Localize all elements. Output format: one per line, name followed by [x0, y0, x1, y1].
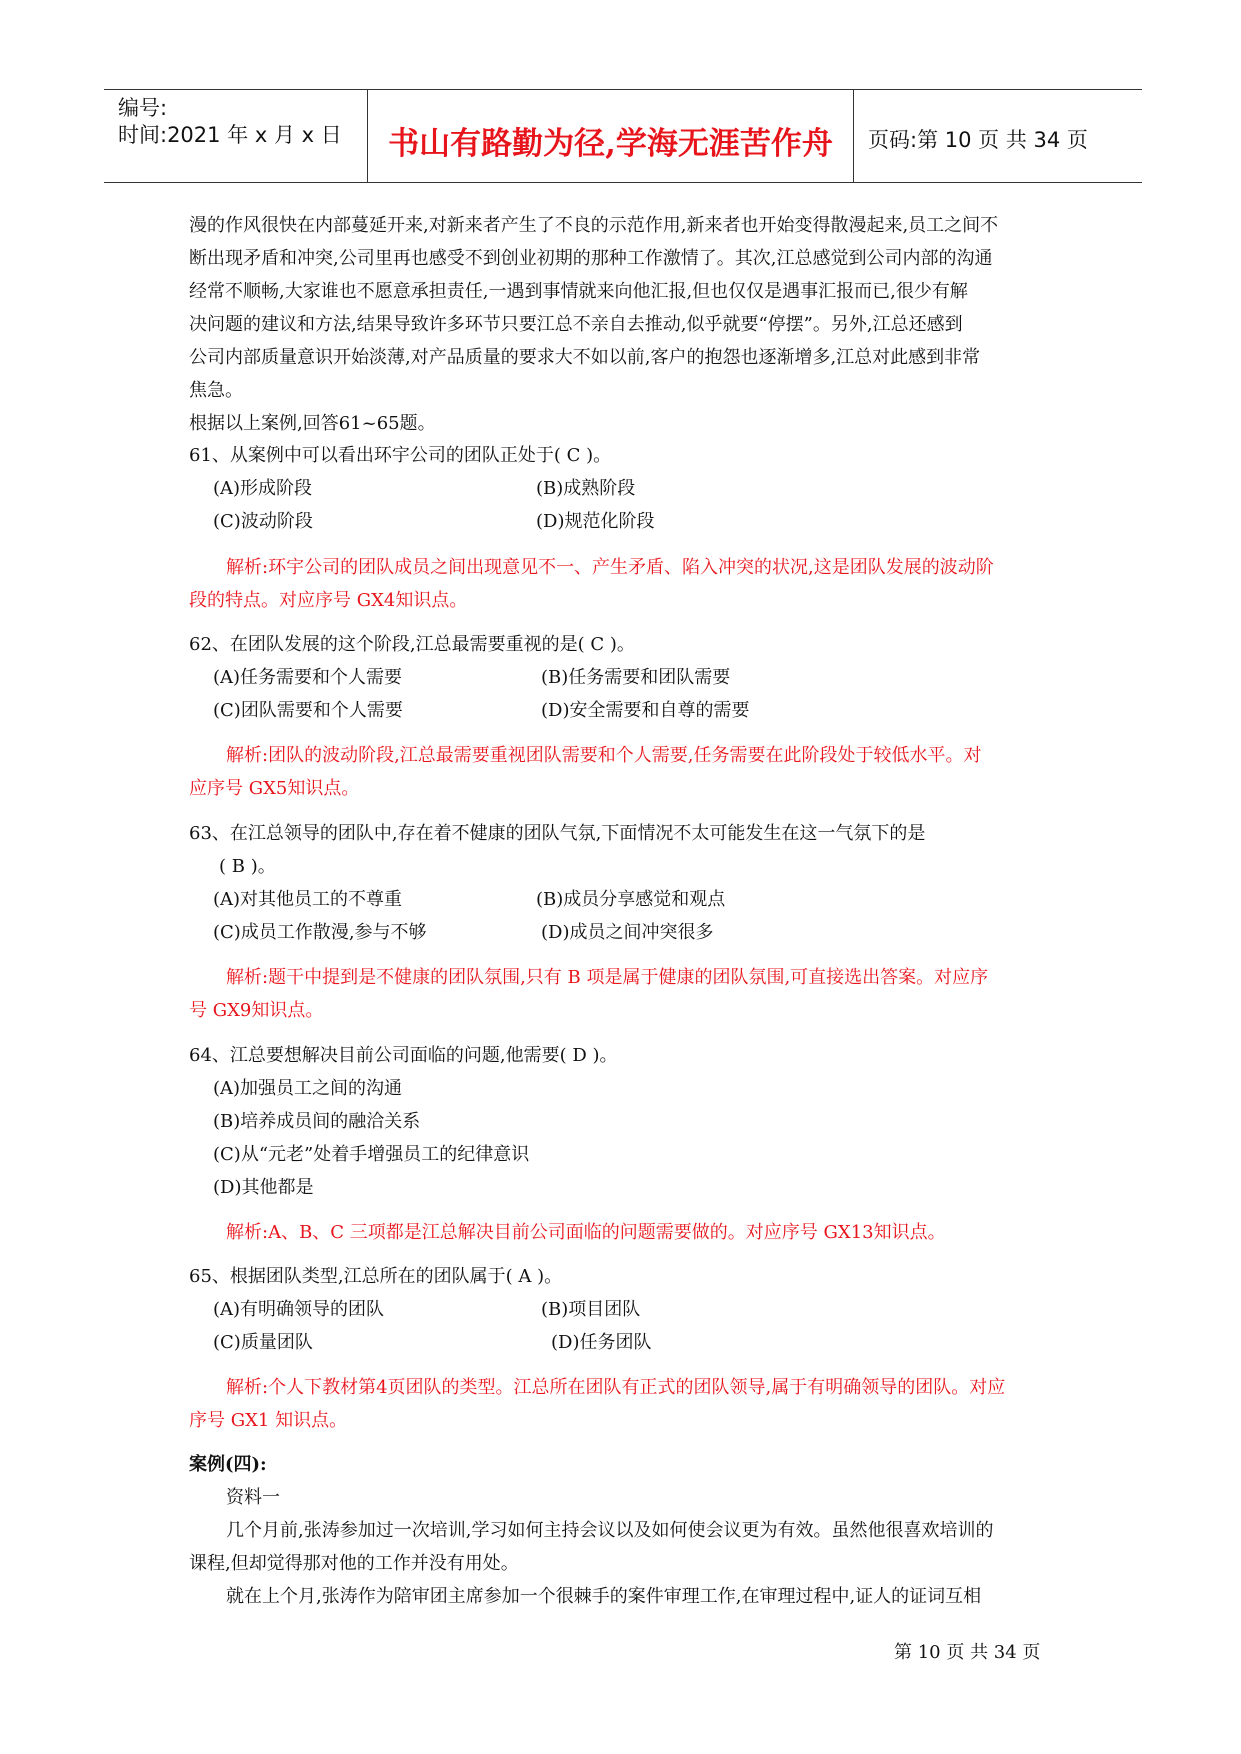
question-62-analysis: 应序号 GX5知识点。	[189, 778, 360, 799]
question-65-analysis: 序号 GX1 知识点。	[189, 1410, 348, 1431]
question-62-analysis: 解析:团队的波动阶段,江总最需要重视团队需要和个人需要,任务需要在此阶段处于较低水平。对	[226, 745, 982, 766]
paragraph-line: 决问题的建议和方法,结果导致许多环节只要江总不亲自去推动,似乎就要“停摆”。另外,江总还感到	[189, 314, 963, 335]
question-64-option-d: (D)其他都是	[213, 1177, 314, 1198]
question-64-option-a: (A)加强员工之间的沟通	[213, 1078, 403, 1099]
question-62-option-b: (B)任务需要和团队需要	[541, 667, 731, 688]
header-motto-cell	[368, 90, 854, 182]
case-4-subtitle: 资料一	[226, 1487, 280, 1508]
question-61-stem: 61、从案例中可以看出环宇公司的团队正处于( C )。	[189, 445, 612, 466]
question-63-stem: ( B )。	[219, 856, 276, 877]
question-63-analysis: 号 GX9知识点。	[189, 1000, 324, 1021]
question-61-option-b: (B)成熟阶段	[536, 478, 636, 499]
question-61-option-c: (C)波动阶段	[213, 511, 313, 532]
question-65-analysis: 解析:个人下教材第4页团队的类型。江总所在团队有正式的团队领导,属于有明确领导的团队。对应	[226, 1377, 1006, 1398]
question-64-analysis: 解析:A、B、C 三项都是江总解决目前公司面临的问题需要做的。对应序号 GX13知识点。	[226, 1222, 946, 1243]
question-63-analysis: 解析:题干中提到是不健康的团队氛围,只有 B 项是属于健康的团队氛围,可直接选出答案。对应序	[226, 967, 989, 988]
question-63-option-d: (D)成员之间冲突很多	[541, 922, 714, 943]
question-62-option-d: (D)安全需要和自尊的需要	[541, 700, 750, 721]
doc-number-label: 编号:	[118, 96, 168, 120]
paragraph-line: 漫的作风很快在内部蔓延开来,对新来者产生了不良的示范作用,新来者也开始变得散漫起来,员工之间不	[189, 215, 999, 236]
paragraph-line: 公司内部质量意识开始淡薄,对产品质量的要求大不如以前,客户的抱怨也逐渐增多,江总对此感到非常	[189, 347, 981, 368]
question-61-option-a: (A)形成阶段	[213, 478, 313, 499]
question-62-option-a: (A)任务需要和个人需要	[213, 667, 403, 688]
question-64-option-c: (C)从“元老”处着手增强员工的纪律意识	[213, 1144, 530, 1165]
question-65-option-c: (C)质量团队	[213, 1332, 313, 1353]
case-4-title: 案例(四):	[189, 1454, 267, 1475]
question-62-stem: 62、在团队发展的这个阶段,江总最需要重视的是( C )。	[189, 634, 635, 655]
case-4-paragraph-line: 就在上个月,张涛作为陪审团主席参加一个很棘手的案件审理工作,在审理过程中,证人的证词互相	[226, 1586, 982, 1607]
paragraph-line: 焦急。	[189, 380, 243, 401]
question-63-option-b: (B)成员分享感觉和观点	[536, 889, 726, 910]
question-61-analysis: 解析:环宇公司的团队成员之间出现意见不一、产生矛盾、陷入冲突的状况,这是团队发展的波动阶	[226, 557, 994, 578]
paragraph-line: 根据以上案例,回答61~65题。	[189, 413, 436, 434]
question-65-stem: 65、根据团队类型,江总所在的团队属于( A )。	[189, 1266, 563, 1287]
header-page-info: 页码:第 10 页 共 34 页	[868, 128, 1088, 152]
motto-text: 书山有路勤为径,学海无涯苦作舟	[388, 126, 833, 162]
question-63-option-c: (C)成员工作散漫,参与不够	[213, 922, 427, 943]
paragraph-line: 经常不顺畅,大家谁也不愿意承担责任,一遇到事情就来向他汇报,但也仅仅是遇事汇报而已,很少有解	[189, 281, 968, 302]
question-65-option-b: (B)项目团队	[541, 1299, 641, 1320]
question-62-option-c: (C)团队需要和个人需要	[213, 700, 403, 721]
page-footer: 第 10 页 共 34 页	[894, 1642, 1041, 1663]
header-page-cell	[854, 90, 1142, 182]
doc-time-label: 时间:2021 年 x 月 x 日	[118, 123, 342, 147]
question-65-option-d: (D)任务团队	[551, 1332, 652, 1353]
document-header	[104, 89, 1142, 183]
header-meta-cell	[104, 90, 368, 182]
case-4-paragraph-line: 几个月前,张涛参加过一次培训,学习如何主持会议以及如何使会议更为有效。虽然他很喜欢培训的	[226, 1520, 994, 1541]
question-63-stem: 63、在江总领导的团队中,存在着不健康的团队气氛,下面情况不太可能发生在这一气氛下的是	[189, 823, 926, 844]
paragraph-line: 断出现矛盾和冲突,公司里再也感受不到创业初期的那种工作激情了。其次,江总感觉到公司内部的沟通	[189, 248, 993, 269]
question-64-option-b: (B)培养成员间的融洽关系	[213, 1111, 421, 1132]
question-61-option-d: (D)规范化阶段	[536, 511, 655, 532]
question-64-stem: 64、江总要想解决目前公司面临的问题,他需要( D )。	[189, 1045, 618, 1066]
question-63-option-a: (A)对其他员工的不尊重	[213, 889, 403, 910]
question-61-analysis: 段的特点。对应序号 GX4知识点。	[189, 590, 468, 611]
case-4-paragraph-line: 课程,但却觉得那对他的工作并没有用处。	[189, 1553, 519, 1574]
question-65-option-a: (A)有明确领导的团队	[213, 1299, 385, 1320]
